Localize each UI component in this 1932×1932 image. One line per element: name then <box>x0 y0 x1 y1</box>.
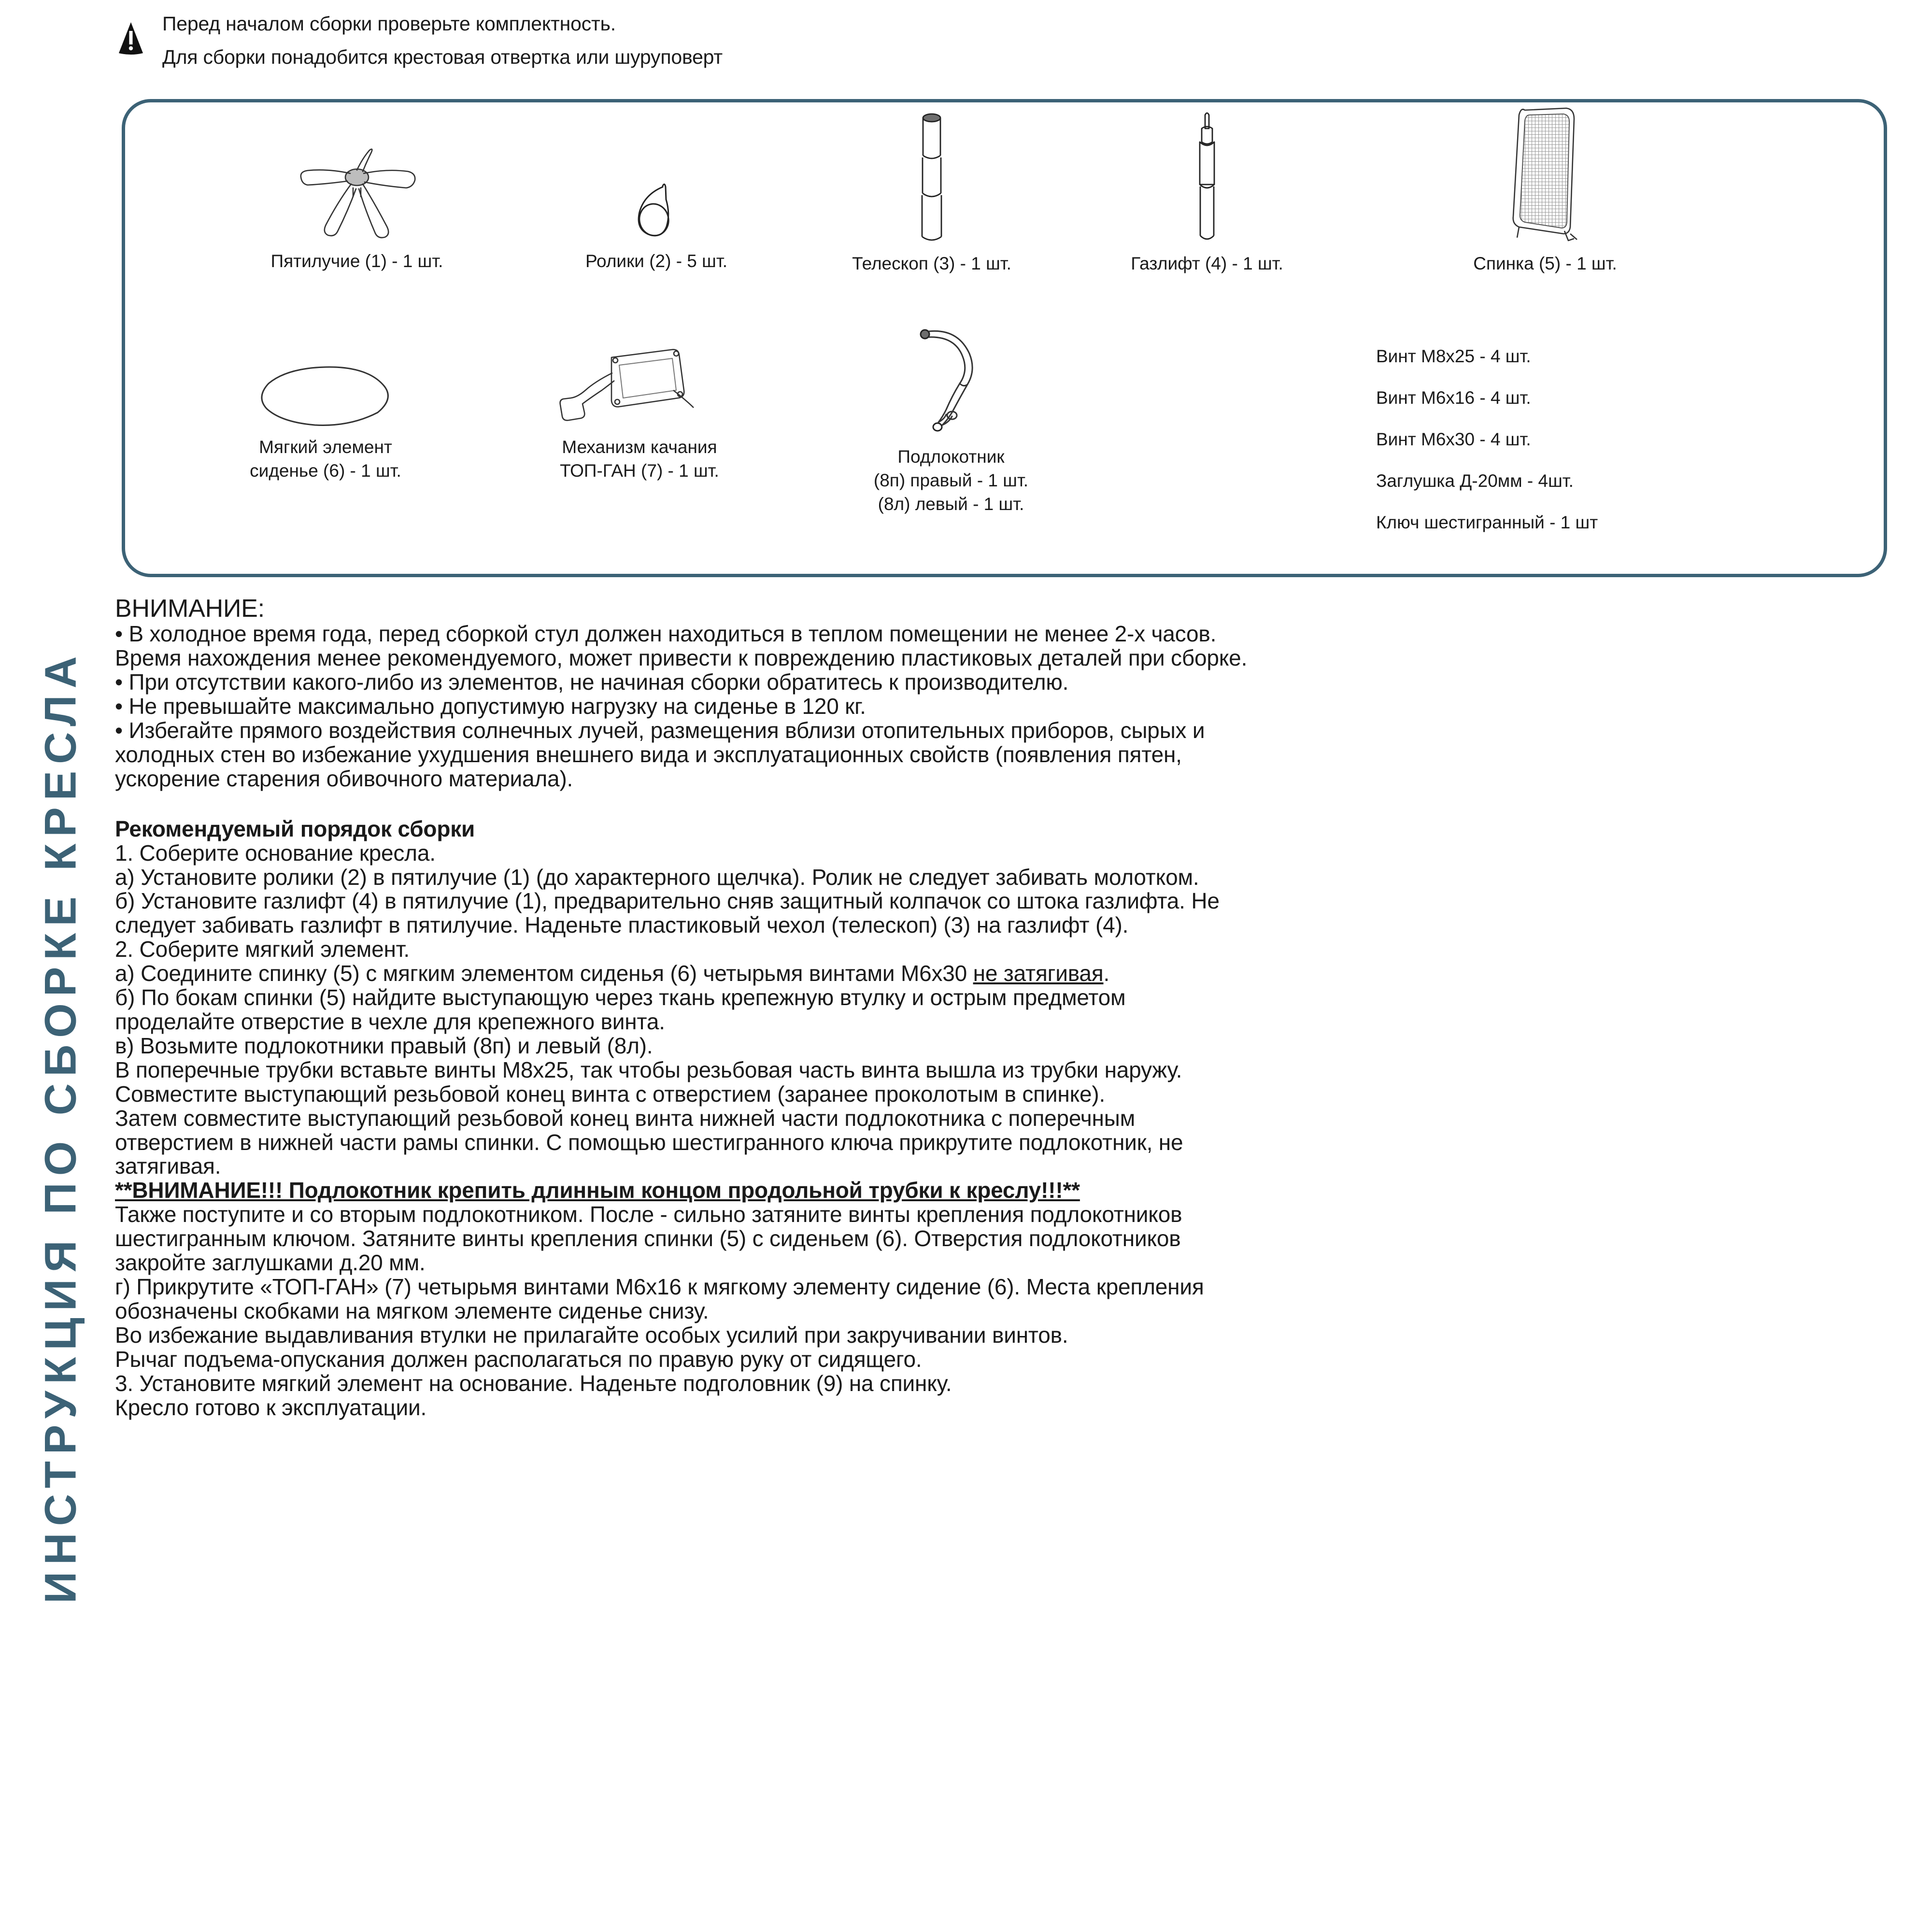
assembly-step-1a: а) Установите ролики (2) в пятилучие (1) (до характерного щелчка). Ролик не следует забивать молотком. <box>115 864 1199 890</box>
assembly-step-2v-line3: Совместите выступающий резьбовой конец винта с отверстием (заранее проколотым в спинке). <box>115 1081 1106 1107</box>
part-rollers <box>526 124 787 273</box>
base-caption: Пятилучие (1) - 1 шт. <box>270 251 443 271</box>
step-2a-underlined: не затягивая <box>973 961 1104 986</box>
seat-illustration <box>181 339 470 431</box>
part-backrest <box>1386 107 1705 276</box>
gaslift-illustration <box>1072 112 1342 247</box>
backrest-caption: Спинка (5) - 1 шт. <box>1473 254 1617 273</box>
mechanism-illustration <box>483 329 796 431</box>
step-2a-suffix: . <box>1103 961 1110 986</box>
parts-overview-panel <box>122 99 1887 577</box>
assembly-after-line-7: Рычаг подъема-опускания должен располагаться по правую руку от сидящего. <box>115 1346 922 1372</box>
instructions-body <box>115 595 1781 1420</box>
hardware-item-cap-20mm: Заглушка Д-20мм - 4шт. <box>1376 471 1574 491</box>
armrest-bold-warning: **ВНИМАНИЕ!!! Подлокотник крепить длинным концом продольной трубки к креслу!!!** <box>115 1178 1080 1203</box>
part-seat-cushion <box>181 339 470 483</box>
attention-line-7: ускорение старения обивочного материала). <box>115 766 573 791</box>
vertical-document-title: ИНСТРУКЦИЯ ПО СБОРКЕ КРЕСЛА <box>36 649 85 1604</box>
assembly-step-1: 1. Соберите основание кресла. <box>115 840 436 866</box>
assembly-step-2v: в) Возьмите подлокотники правый (8п) и левый (8л). <box>115 1033 653 1058</box>
assembly-step-1b-cont: следует забивать газлифт в пятилучие. Наденьте пластиковый чехол (телескоп) (3) на газлифт (4). <box>115 912 1129 938</box>
header-warning <box>116 10 1758 68</box>
assembly-step-2g: г) Прикрутите «ТОП-ГАН» (7) четырьмя винтами М6х16 к мягкому элементу сидение (6). Места крепления <box>115 1274 1204 1299</box>
hardware-list <box>1376 346 1835 533</box>
part-base <box>207 124 507 273</box>
attention-line-2: Время нахождения менее рекомендуемого, может привести к повреждению пластиковых деталей при сборке. <box>115 645 1248 671</box>
armrest-caption-line2: (8п) правый - 1 шт. <box>873 470 1029 490</box>
mechanism-caption-line1: Механизм качания <box>562 437 717 457</box>
assembly-step-2a <box>115 962 1781 986</box>
warning-triangle-icon <box>116 21 146 55</box>
part-telescope <box>796 112 1067 276</box>
assembly-step-2v-line2: В поперечные трубки вставьте винты М8х25, так чтобы резьбовая часть винта вышла из трубки наружу. <box>115 1057 1182 1082</box>
assembly-step-2b-cont: проделайте отверстие в чехле для крепежного винта. <box>115 1009 665 1034</box>
assembly-heading: Рекомендуемый порядок сборки <box>115 816 475 841</box>
header-warning-line-1: Перед началом сборки проверьте комплектность. <box>162 13 616 35</box>
assembly-step-2v-line5: отверстием в нижней части рамы спинки. С помощью шестигранного ключа прикрутите подлокотник, не <box>115 1129 1183 1155</box>
base-illustration <box>207 124 507 245</box>
armrest-caption-line1: Подлокотник <box>897 447 1005 467</box>
assembly-step-3: 3. Установите мягкий элемент на основание. Наденьте подголовник (9) на спинку. <box>115 1370 952 1396</box>
step-2a-prefix: а) Соедините спинку (5) с мягким элементом сиденья (6) четырьмя винтами М6х30 <box>115 961 973 986</box>
hardware-item-screw-m6x30: Винт М6х30 - 4 шт. <box>1376 429 1531 449</box>
armrest-caption-line3: (8л) левый - 1 шт. <box>878 494 1024 514</box>
assembly-after-line-2: шестигранным ключом. Затяните винты крепления спинки (5) с сиденьем (6). Отверстия подлокотников <box>115 1226 1181 1251</box>
seat-caption-line2: сиденье (6) - 1 шт. <box>250 460 401 481</box>
header-warning-line-2: Для сборки понадобится крестовая отвертка или шуруповерт <box>162 46 723 69</box>
assembly-final-line: Кресло готово к эксплуатации. <box>115 1394 427 1420</box>
assembly-after-line-6: Во избежание выдавливания втулки не прилагайте особых усилий при закручивании винтов. <box>115 1322 1068 1348</box>
assembly-step-2g-cont: обозначены скобками на мягком элементе сиденье снизу. <box>115 1298 709 1323</box>
hardware-item-hex-key: Ключ шестигранный - 1 шт <box>1376 512 1598 532</box>
attention-line-6: холодных стен во избежание ухудшения внешнего вида и эксплуатационных свойств (появления пятен, <box>115 741 1182 767</box>
hardware-item-screw-m6x16: Винт М6х16 - 4 шт. <box>1376 388 1531 408</box>
telescope-caption: Телескоп (3) - 1 шт. <box>852 254 1011 273</box>
part-armrest <box>801 315 1101 516</box>
attention-line-1: • В холодное время года, перед сборкой стул должен находиться в теплом помещении не менее 2-х часов. <box>115 621 1217 647</box>
part-gaslift <box>1072 112 1342 276</box>
roller-illustration <box>526 124 787 245</box>
assembly-step-1b: б) Установите газлифт (4) в пятилучие (1), предварительно сняв защитный колпачок со штока газлифта. Не <box>115 888 1220 914</box>
attention-line-5: • Избегайте прямого воздействия солнечных лучей, размещения вблизи отопительных приборов, сырых и <box>115 718 1205 743</box>
assembly-step-2v-line6: затягивая. <box>115 1153 221 1179</box>
armrest-illustration <box>801 315 1101 440</box>
mechanism-caption-line2: ТОП-ГАН (7) - 1 шт. <box>560 460 719 481</box>
assembly-step-2v-line4: Затем совместите выступающий резьбовой конец винта нижней части подлокотника с поперечным <box>115 1105 1136 1131</box>
hardware-item-screw-m8x25: Винт М8х25 - 4 шт. <box>1376 346 1531 366</box>
assembly-step-2: 2. Соберите мягкий элемент. <box>115 937 410 962</box>
telescope-illustration <box>796 112 1067 247</box>
assembly-after-line-3: закройте заглушками д.20 мм. <box>115 1250 426 1276</box>
seat-caption-line1: Мягкий элемент <box>259 437 392 457</box>
assembly-after-line-1: Также поступите и со вторым подлокотником. После - сильно затяните винты крепления подлокотников <box>115 1202 1182 1227</box>
part-tilt-mechanism <box>483 329 796 483</box>
rollers-caption: Ролики (2) - 5 шт. <box>585 251 727 271</box>
section-spacer <box>115 791 1781 817</box>
assembly-step-2b: б) По бокам спинки (5) найдите выступающую через ткань крепежную втулку и острым предметом <box>115 985 1126 1010</box>
attention-line-4: • Не превышайте максимально допустимую нагрузку на сиденье в 120 кг. <box>115 694 866 719</box>
gaslift-caption: Газлифт (4) - 1 шт. <box>1131 254 1283 273</box>
attention-title: ВНИМАНИЕ: <box>115 595 265 623</box>
backrest-illustration <box>1386 107 1705 247</box>
attention-line-3: • При отсутствии какого-либо из элементов, не начиная сборки обратитесь к производителю. <box>115 669 1069 695</box>
